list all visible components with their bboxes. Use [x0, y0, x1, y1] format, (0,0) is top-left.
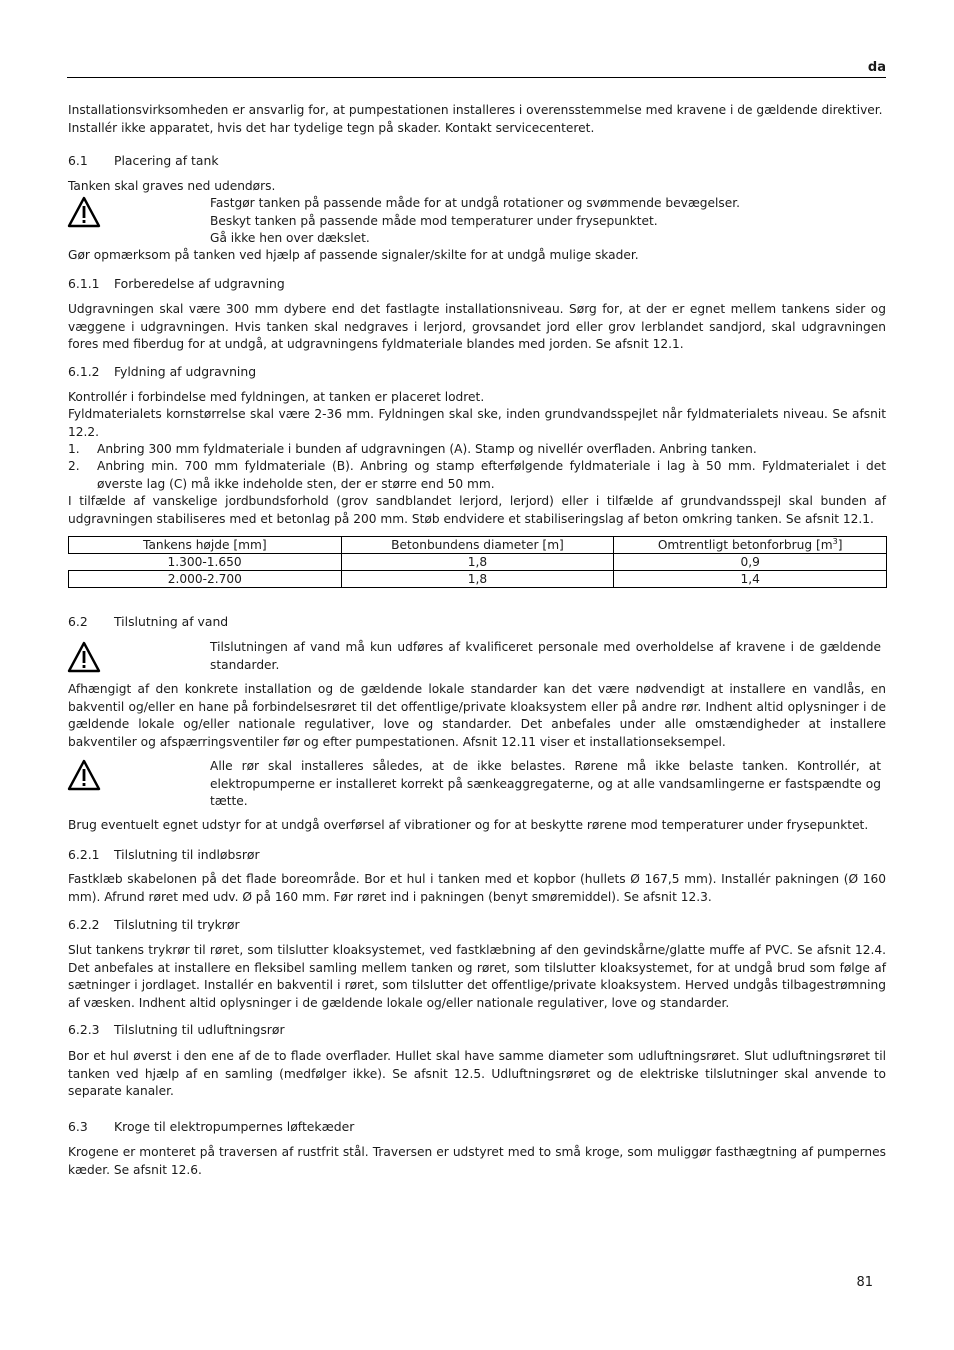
paragraph: Udgravningen skal være 300 mm dybere end det fastlagte installationsniveau. Sørg for, at der er egnet mellem tankens sider og væggene i udgravningen. Hvis tanken skal nedgraves i lerjord, grovsandet jord eller grov lerblandet sandjord, skal udgravningen fores med fiberdug for at undgå, at udgravningens fyldmateriale blandes med jorden. Se afsnit 12.1.: [68, 302, 886, 351]
table-header: Betonbundens diameter [m]: [341, 537, 614, 554]
list-text: Anbring min. 700 mm fyldmateriale (B). Anbring og stamp efterfølgende fyldmateriale i lag à 50 mm. Fyldmaterialet i det øverste lag (C) må ikke indeholde sten, der er større end 50 mm.: [97, 459, 886, 491]
section-number: 6.1.2: [68, 364, 100, 379]
warning-triangle-icon: [67, 641, 101, 673]
language-code: da: [867, 60, 886, 75]
paragraph: Bor et hul øverst i den ene af de to flade overflader. Hullet skal have samme diameter som udluftningsrøret. Slut udluftningsrøret til tanken ved hjælp af en samling (medfølger ikke). Se afsnit 12.5. Udluftningsrøret og de elektriske tilslutninger skal anvende to separate kanaler.: [68, 1049, 886, 1098]
section-number: 6.2.1: [68, 847, 100, 862]
list-number: 1.: [68, 442, 80, 456]
paragraph: Tanken skal graves ned udendørs.: [68, 179, 276, 193]
section-number: 6.3: [68, 1119, 88, 1134]
list-number: 2.: [68, 459, 80, 473]
section-title: Tilslutning til indløbsrør: [114, 847, 260, 862]
table-header: [614, 537, 887, 554]
warning-line: Beskyt tanken på passende måde mod temperaturer under frysepunktet.: [210, 213, 658, 228]
table-cell: 0,9: [614, 554, 887, 571]
table-cell: 2.000-2.700: [69, 571, 342, 588]
page-number: 81: [856, 1275, 873, 1290]
section-heading-6-1-1: [68, 275, 285, 293]
header-rule: [67, 77, 886, 78]
section-title: Kroge til elektropumpernes løftekæder: [114, 1119, 355, 1134]
section-title: Placering af tank: [114, 153, 219, 168]
section-title: Tilslutning af vand: [114, 614, 229, 629]
section-number: 6.2: [68, 614, 88, 629]
table-cell: 1,8: [341, 554, 614, 571]
section-heading-6-2-1: [68, 846, 260, 864]
intro-paragraph: [68, 102, 886, 137]
warning-text: Tilslutningen af vand må kun udføres af kvalificeret personale med overholdelse af kravene i de gældende standarder.: [210, 640, 881, 672]
table-cell: 1,8: [341, 571, 614, 588]
warning-text: Alle rør skal installeres således, at de ikke belastes. Rørene må ikke belaste tanken. Kontrollér, at elektropumperne er installeret korrekt på sænkeaggregaterne, og at alle vandsamlingerne er fastspændte og tætte.: [210, 759, 881, 808]
list-text: Anbring 300 mm fyldmateriale i bunden af udgravningen (A). Stamp og nivellér overfladen. Anbring tanken.: [97, 442, 757, 456]
superscript: 3: [832, 536, 838, 546]
table-cell: 1.300-1.650: [69, 554, 342, 571]
section-heading-6-2: [68, 613, 228, 631]
paragraph: Slut tankens trykrør til røret, som tilslutter kloaksystemet, ved fastklæbning af den gevindskårne/glatte muffe af PVC. Se afsnit 12.4. Det anbefales at installere en fleksibel samling mellem tanken og røret, som tilslutter kloaksystemet, for at undgå brud som følge af sætninger i jordlaget. Installér en bakventil i røret, som tilslutter det offentlige/private kloaksystem. Herved undgås tilbagestrømning af væsken. Indhent altid oplysninger i de gældende lokale og/eller nationale regulativer, love og standarder.: [68, 943, 886, 1010]
concrete-table: [68, 536, 887, 588]
section-title: Tilslutning til trykrør: [114, 917, 240, 932]
section-heading-6-2-3: [68, 1021, 285, 1039]
intro-line-2: Installér ikke apparatet, hvis det har tydelige tegn på skader. Kontakt servicecenteret.: [68, 120, 595, 135]
section-number: 6.2.3: [68, 1022, 100, 1037]
header-text: ]: [837, 538, 843, 552]
section-number: 6.2.2: [68, 917, 100, 932]
table-row: [69, 571, 887, 588]
section-heading-6-1: [68, 152, 219, 170]
intro-line-1: Installationsvirksomheden er ansvarlig for, at pumpestationen installeres i overensstemmelse med kravene i de gældende direktiver.: [68, 103, 883, 117]
section-number: 6.1.1: [68, 276, 100, 291]
paragraph: Krogene er monteret på traversen af rustfrit stål. Traversen er udstyret med to små kroge, som muliggør fasthægtning af pumpernes kæder. Se afsnit 12.6.: [68, 1145, 886, 1177]
warning-line: Gå ikke hen over dækslet.: [210, 231, 370, 245]
header-text: Omtrentligt betonforbrug [m: [657, 538, 833, 552]
table-cell: 1,4: [614, 571, 887, 588]
warning-text: [210, 195, 881, 248]
section-heading-6-3: [68, 1118, 354, 1136]
table-header-row: [69, 537, 887, 554]
section-title: Tilslutning til udluftningsrør: [114, 1022, 285, 1037]
section-title: Forberedelse af udgravning: [114, 276, 285, 291]
paragraph: Kontrollér i forbindelse med fyldningen, at tanken er placeret lodret.: [68, 390, 485, 404]
warning-line: Fastgør tanken på passende måde for at undgå rotationer og svømmende bevægelser.: [210, 196, 741, 210]
section-title: Fyldning af udgravning: [114, 364, 257, 379]
section-number: 6.1: [68, 153, 88, 168]
section-heading-6-2-2: [68, 916, 240, 934]
paragraph: Gør opmærksom på tanken ved hjælp af passende signaler/skilte for at undgå mulige skader.: [68, 248, 639, 262]
table-header: Tankens højde [mm]: [69, 537, 342, 554]
warning-triangle-icon: [67, 196, 101, 228]
paragraph: Afhængigt af den konkrete installation og de gældende lokale standarder kan det være nødvendigt at installere en vandlås, en bakventil og/eller en hane på forbindelsesrøret til det offentlige/private kloaksystem eller på andre rør. Indhent altid oplysninger i de gældende lokale og/eller nationale regulativer, love og standarder. Det anbefales under alle omstændigheder at installere bakventiler og afspærringsventiler før og efter pumpestationen. Afsnit 12.11 viser et installationseksempel.: [68, 682, 886, 749]
paragraph: Fyldmaterialets kornstørrelse skal være 2-36 mm. Fyldningen skal ske, inden grundvandsspejlet når fyldmaterialets niveau. Se afsnit 12.2.: [68, 407, 886, 439]
warning-triangle-icon: [67, 759, 101, 791]
section-heading-6-1-2: [68, 363, 256, 381]
paragraph: Fastklæb skabelonen på det flade boreområde. Bor et hul i tanken med et kopbor (hullets Ø 167,5 mm). Installér pakningen (Ø 160 mm). Afrund røret med udv. Ø på 160 mm. Før røret ind i pakningen (benyt smøremiddel). Se afsnit 12.3.: [68, 872, 886, 904]
paragraph: Brug eventuelt egnet udstyr for at undgå overførsel af vibrationer og for at beskytte rørene mod temperaturer under frysepunktet.: [68, 818, 869, 832]
table-row: [69, 554, 887, 571]
paragraph: I tilfælde af vanskelige jordbundsforhold (grov sandblandet lerjord, lerjord) eller i tilfælde af grundvandsspejl skal bunden af udgravningen stabiliseres med et betonlag på 200 mm. Støb endvidere et stabiliseringslag af beton omkring tanken. Se afsnit 12.1.: [68, 494, 886, 526]
